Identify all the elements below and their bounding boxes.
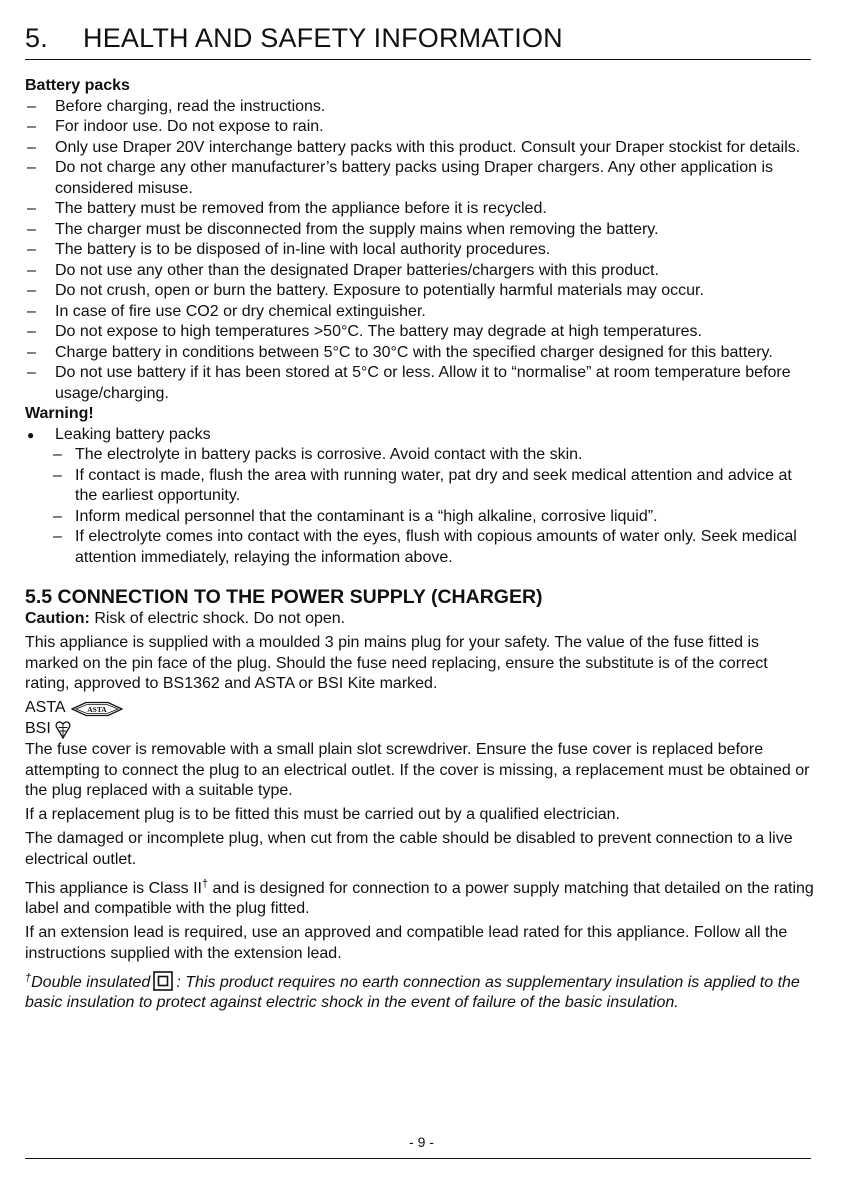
asta-label: ASTA	[25, 699, 66, 717]
caution-text: Risk of electric shock. Do not open.	[89, 610, 346, 627]
fuse-cover-paragraph: The fuse cover is removable with a small plain slot screwdriver. Ensure the fuse cover is replaced before attempting to connect the plug to an electrical outlet. If the cover is missing, a replacement must be obtained or the plug replaced with a suitable type.	[25, 741, 810, 799]
list-item: – Inform medical personnel that the contaminant is a “high alkaline, corrosive liquid”.	[51, 507, 815, 528]
bsi-label: BSI	[25, 720, 51, 738]
replacement-plug-paragraph: If a replacement plug is to be fitted this must be carried out by a qualified electrician.	[25, 806, 620, 823]
caution-label: Caution:	[25, 610, 90, 627]
footnote-text-b: : This product requires no earth connection as supplementary insulation is applied to the basic insulation to protect against electric shock in the event of failure of the basic insulation.	[25, 973, 800, 1011]
double-insulated-footnote	[25, 968, 815, 1014]
asta-row	[25, 698, 815, 719]
asta-logo-text: ASTA	[86, 704, 107, 714]
list-item: – Do not expose to high temperatures >50°C. The battery may degrade at high temperatures.	[25, 322, 815, 343]
list-item: – The battery must be removed from the appliance before it is recycled.	[25, 199, 815, 220]
list-item: – For indoor use. Do not expose to rain.	[25, 117, 815, 138]
footnote-text-a: Double insulated	[31, 973, 151, 991]
caution-line	[25, 609, 815, 630]
battery-list	[25, 97, 815, 405]
connection-section-title: 5.5 CONNECTION TO THE POWER SUPPLY (CHARGER)	[25, 586, 543, 608]
asta-logo-icon	[71, 701, 123, 717]
list-item: – Do not use battery if it has been stored at 5°C or less. Allow it to “normalise” at room temperature before usage/charging.	[25, 363, 815, 404]
warning-sublist	[25, 445, 815, 568]
fuse-paragraph: This appliance is supplied with a moulded 3 pin mains plug for your safety. The value of the fuse fitted is marked on the pin face of the plug. Should the fuse need replacing, ensure the substitute is of the correct rating, approved to BS1362 and ASTA or BSI Kite marked.	[25, 634, 768, 692]
list-item	[25, 425, 815, 446]
list-item: – Do not charge any other manufacturer’s battery packs using Draper chargers. Any other application is considered misuse.	[25, 158, 815, 199]
list-item: – Only use Draper 20V interchange battery packs with this product. Consult your Draper stockist for details.	[25, 138, 815, 159]
section-number: 5.	[25, 23, 48, 53]
bsi-row	[25, 719, 815, 740]
extension-lead-paragraph: If an extension lead is required, use an approved and compatible lead rated for this appliance. Follow all the instructions supplied with the extension lead.	[25, 924, 788, 962]
list-item: – The electrolyte in battery packs is corrosive. Avoid contact with the skin.	[51, 445, 815, 466]
list-item: – Do not crush, open or burn the battery. Exposure to potentially harmful materials may occur.	[25, 281, 815, 302]
warning-list	[25, 425, 815, 446]
class-ii-text-a: This appliance is Class II	[25, 879, 202, 897]
list-item: – If electrolyte comes into contact with the eyes, flush with copious amounts of water only. Seek medical attention immediately, relaying the information above.	[51, 527, 815, 568]
footnote-dagger: †	[25, 971, 32, 984]
page-number: - 9 -	[409, 1134, 434, 1150]
battery-packs-heading: Battery packs	[25, 77, 130, 94]
class-ii-text-b: and is designed for connection to a power supply matching that detailed on the rating label and compatible with the plug fitted.	[25, 879, 814, 917]
double-insulation-icon	[153, 971, 173, 991]
list-item: – The charger must be disconnected from the supply mains when removing the battery.	[25, 220, 815, 241]
class-ii-paragraph	[25, 874, 815, 920]
warning-heading: Warning!	[25, 405, 94, 422]
bottom-rule	[25, 1158, 811, 1159]
page-heading	[25, 20, 811, 56]
list-item: – Before charging, read the instructions.	[25, 97, 815, 118]
list-item: – In case of fire use CO2 or dry chemical extinguisher.	[25, 302, 815, 323]
list-item: – If contact is made, flush the area with running water, pat dry and seek medical attention and advice at the earliest opportunity.	[51, 466, 815, 507]
list-item: – The battery is to be disposed of in-line with local authority procedures.	[25, 240, 815, 261]
damaged-plug-paragraph: The damaged or incomplete plug, when cut from the cable should be disabled to prevent connection to a live electrical outlet.	[25, 830, 793, 868]
bsi-kitemark-icon	[55, 721, 71, 739]
dagger-mark: †	[201, 877, 209, 890]
list-item: – Do not use any other than the designated Draper batteries/chargers with this product.	[25, 261, 815, 282]
top-rule	[25, 59, 811, 60]
list-item: – Charge battery in conditions between 5°C to 30°C with the specified charger designed for this battery.	[25, 343, 815, 364]
warning-bullet-text: Leaking battery packs	[55, 425, 211, 443]
section-title: HEALTH AND SAFETY INFORMATION	[83, 23, 563, 53]
page-content	[25, 76, 815, 1017]
